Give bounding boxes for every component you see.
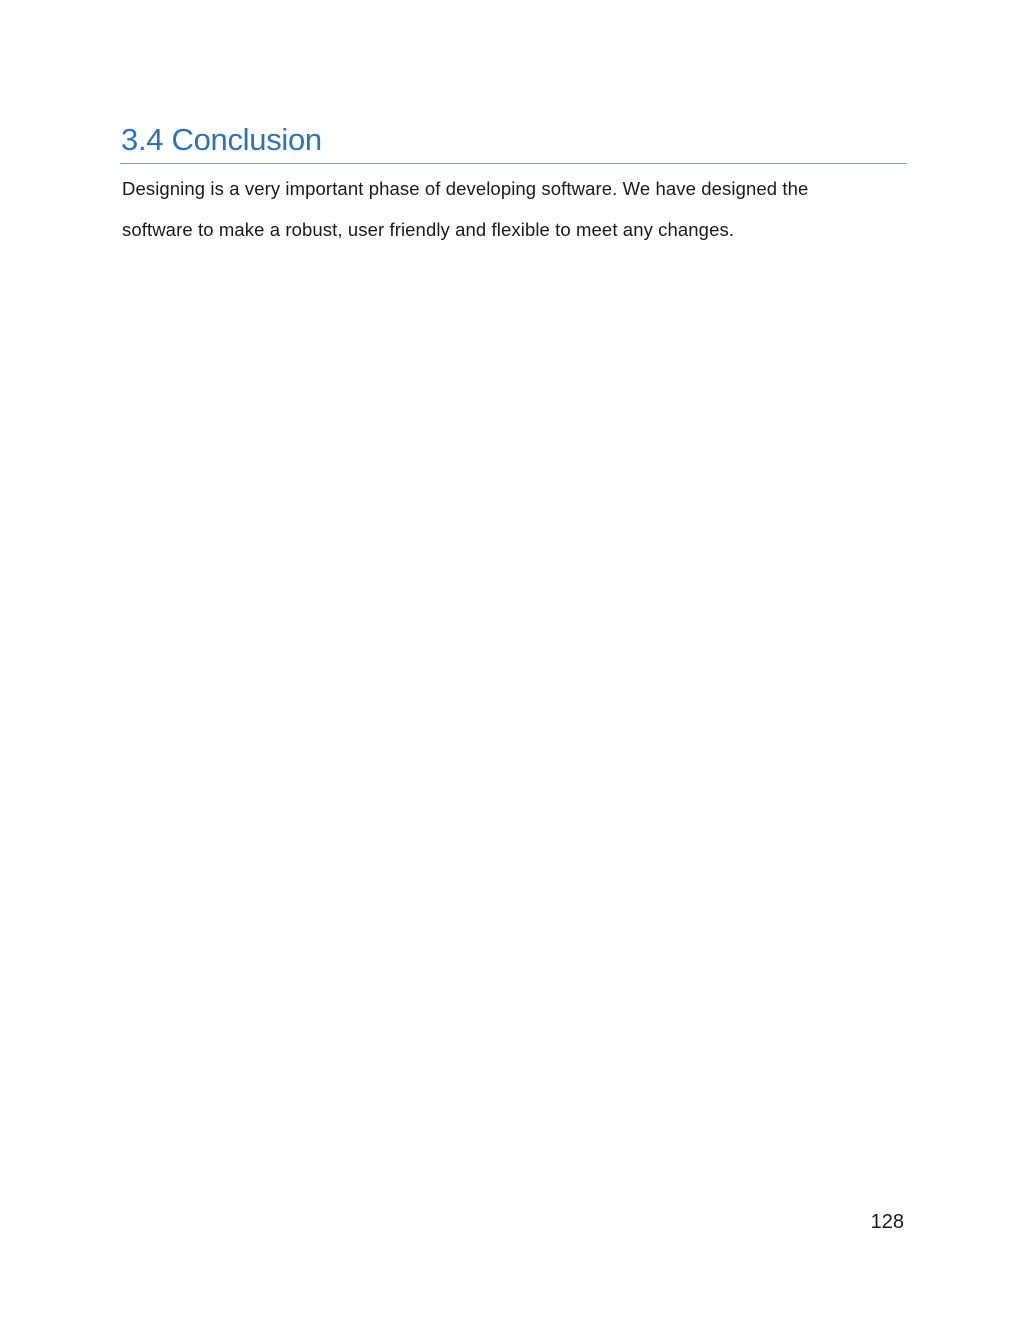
conclusion-section: [120, 120, 907, 250]
page-number: 128: [870, 1211, 904, 1233]
paragraph-line: software to make a robust, user friendly and flexible to meet any changes.: [122, 219, 735, 240]
section-paragraph: [122, 168, 907, 250]
section-heading: 3.4 Conclusion: [120, 120, 907, 164]
paragraph-line: Designing is a very important phase of developing software. We have designed the: [122, 178, 809, 199]
